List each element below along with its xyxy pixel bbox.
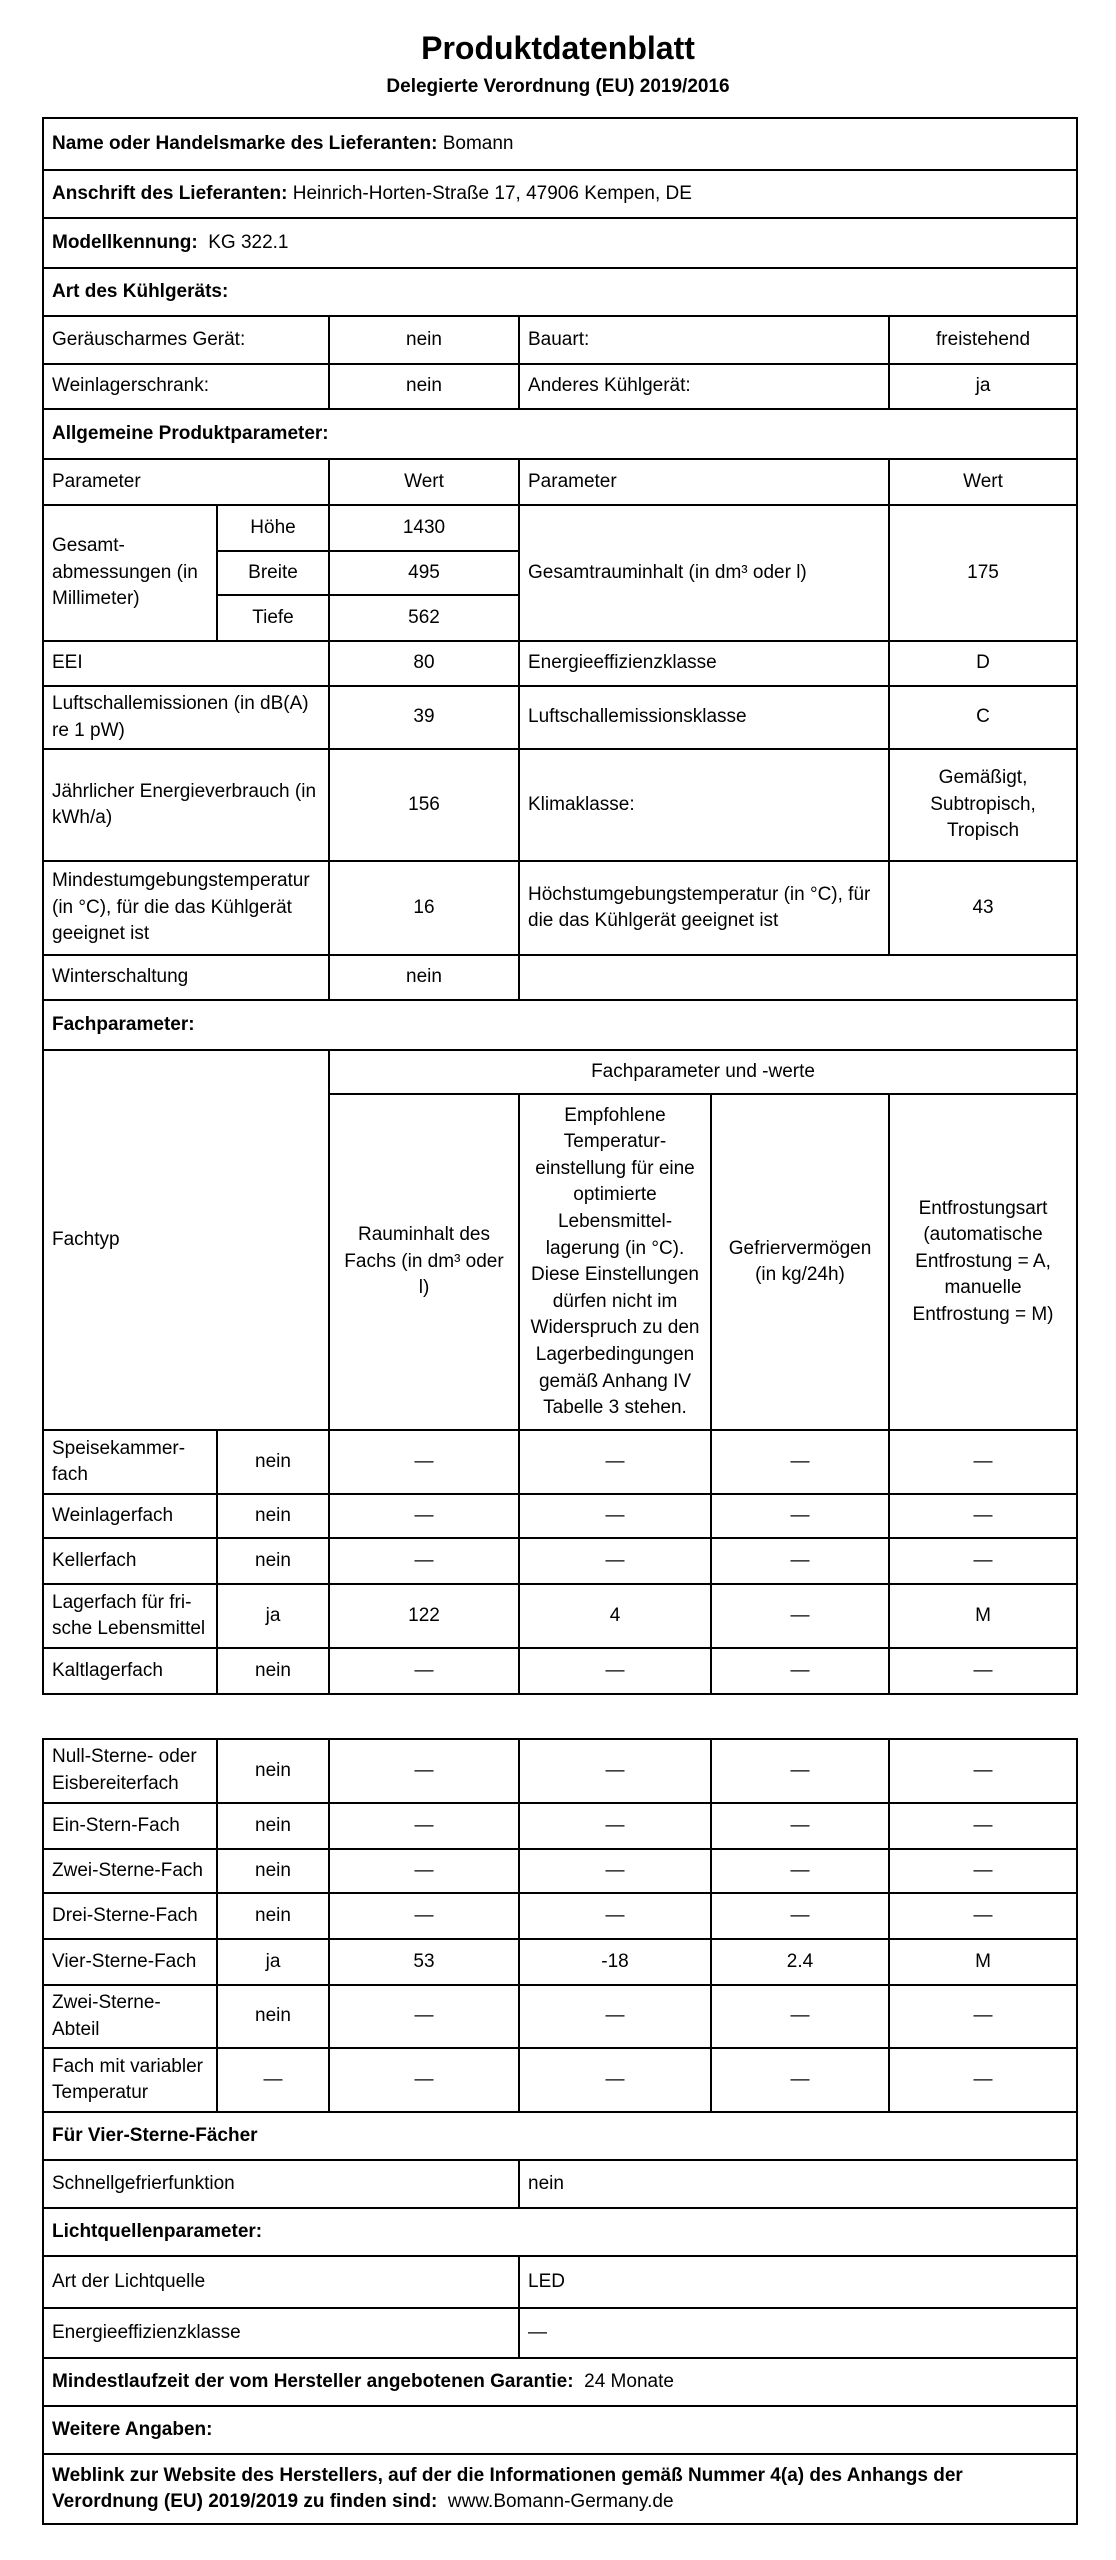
compartment-row [43,1584,1077,1648]
compartment-freezing-capacity: — [711,1584,889,1648]
appliance-type-value: ja [889,364,1077,409]
supplier-address-row [43,170,1077,218]
appliance-type-heading: Art des Kühlgeräts: [43,268,1077,316]
supplier-address-value: Heinrich-Horten-Straße 17, 47906 Kempen, DE [292,182,692,204]
compartment-row [43,1939,1077,1985]
compartment-row [43,1494,1077,1538]
page-title: Produktdatenblatt [421,30,695,66]
dimension-value: 562 [329,595,519,641]
parameter-value: 16 [329,861,519,955]
compartment-freezing-capacity: — [711,1538,889,1584]
main-parameter-table [42,117,1078,1695]
compartment-temperature: — [519,1430,711,1494]
winter-row [43,955,1077,1000]
dimension-value: 495 [329,551,519,595]
compartment-freezing-capacity: — [711,1849,889,1893]
compartment-row [43,1648,1077,1694]
frozen-compartment-table [42,1738,1078,2525]
light-class-row [43,2308,1077,2358]
compartment-volume: — [329,1648,519,1694]
compartment-freezing-capacity: — [711,1494,889,1538]
parameter-value: 43 [889,861,1077,955]
compartment-row [43,1538,1077,1584]
compartment-group-header: Fachparameter und -werte [329,1050,1077,1094]
compartment-present: — [217,2048,329,2112]
total-volume-value: 175 [889,505,1077,641]
dimensions-label: Gesamt-abmessungen (in Millimeter) [43,505,217,641]
compartment-present: nein [217,1538,329,1584]
compartment-present: nein [217,1849,329,1893]
warranty-row [43,2358,1077,2406]
winter-label: Winterschaltung [43,955,329,1000]
supplier-name-label: Name oder Handelsmarke des Lieferanten: [52,132,438,154]
weblink-value[interactable]: www.Bomann-Germany.de [447,2491,674,2513]
light-type-row [43,2256,1077,2308]
compartment-row [43,1849,1077,1893]
compartment-present: nein [217,1985,329,2048]
compartment-volume: — [329,1803,519,1849]
dimension-row [43,505,1077,551]
compartment-present: nein [217,1739,329,1803]
compartment-temperature: — [519,1739,711,1803]
column-header-defrost-type: Entfrostungsart (automatische Entfrostung = A, manuelle Entfrostung = M) [889,1094,1077,1430]
dimension-label: Tiefe [217,595,329,641]
compartment-defrost-type: — [889,1494,1077,1538]
quick-freeze-label: Schnellgefrierfunktion [43,2160,519,2208]
compartment-temperature: — [519,1648,711,1694]
compartment-name: Weinlagerfach [43,1494,217,1538]
parameter-label: Jährlicher Energieverbrauch (in kWh/a) [43,749,329,861]
parameter-value: D [889,641,1077,686]
compartment-name: Kaltlagerfach [43,1648,217,1694]
model-value: KG 322.1 [208,231,289,253]
dimension-label: Höhe [217,505,329,551]
compartment-name: Zwei-Sterne-Fach [43,1849,217,1893]
compartment-temperature: — [519,1985,711,2048]
compartment-present: nein [217,1803,329,1849]
compartment-volume: — [329,1739,519,1803]
general-heading-row [43,409,1077,459]
compartment-name: Drei-Sterne-Fach [43,1893,217,1939]
supplier-address-label: Anschrift des Lieferanten: [52,182,288,204]
four-star-heading: Für Vier-Sterne-Fächer [43,2112,1077,2160]
warranty-label: Mindestlaufzeit der vom Hersteller angebotenen Garantie: [52,2370,574,2392]
weblink-label: Weblink zur Website des Herstellers, auf der die Informationen gemäß Nummer 4(a) des Anhangs der Verordnung (EU) 2019/2019 zu finden sind: [52,2464,963,2513]
compartment-volume: — [329,1538,519,1584]
compartment-defrost-type: M [889,1939,1077,1985]
supplier-name-value: Bomann [442,132,514,154]
parameter-label: Luftschallemissionen (in dB(A) re 1 pW) [43,686,329,749]
dimension-value: 1430 [329,505,519,551]
parameter-row [43,641,1077,686]
parameter-label: Klimaklasse: [519,749,889,861]
compartment-present: nein [217,1494,329,1538]
general-column-header-row [43,459,1077,505]
parameter-label: Energieeffizienzklasse [519,641,889,686]
compartment-freezing-capacity: — [711,1430,889,1494]
more-info-heading: Weitere Angaben: [43,2406,1077,2454]
appliance-type-row [43,316,1077,364]
compartment-row [43,1739,1077,1803]
compartment-volume: — [329,1985,519,2048]
compartment-temperature: — [519,1893,711,1939]
compartment-defrost-type: — [889,1849,1077,1893]
compartment-temperature: — [519,1803,711,1849]
parameter-label: Mindestumgebungstemperatur (in °C), für die das Kühlgerät geeignet ist [43,861,329,955]
appliance-type-value: nein [329,316,519,364]
compartment-present: nein [217,1648,329,1694]
light-source-heading: Lichtquellenparameter: [43,2208,1077,2256]
appliance-type-label: Geräuscharmes Gerät: [43,316,329,364]
general-parameters-heading: Allgemeine Produktparameter: [43,409,1077,459]
parameter-label: Luftschallemissionsklasse [519,686,889,749]
column-header-volume: Rauminhalt des Fachs (in dm³ oder l) [329,1094,519,1430]
compartment-name: Null-Sterne- oder Eisbereiterfach [43,1739,217,1803]
compartment-defrost-type: — [889,1538,1077,1584]
page-subtitle: Delegierte Verordnung (EU) 2019/2016 [386,76,730,97]
appliance-type-value: nein [329,364,519,409]
column-header-parameter: Parameter [519,459,889,505]
winter-value: nein [329,955,519,1000]
column-header-temperature: Empfohlene Temperatur-einstellung für eine optimierte Lebensmittel-lagerung (in °C). Diese Einstellungen dürfen nicht im Widerspruch zu den Lagerbedingungen gemäß Anhang IV Tabelle 3 stehen. [519,1094,711,1430]
compartment-name: Zwei-Sterne-Abteil [43,1985,217,2048]
compartment-name: Fach mit variabler Temperatur [43,2048,217,2112]
appliance-type-row [43,364,1077,409]
light-class-value: — [519,2308,1077,2358]
compartment-parameters-heading: Fachparameter: [43,1000,1077,1050]
appliance-type-heading-row [43,268,1077,316]
parameter-label: EEI [43,641,329,686]
compartment-volume: — [329,1849,519,1893]
parameter-row [43,686,1077,749]
compartment-volume: 122 [329,1584,519,1648]
model-label: Modellkennung: [52,231,198,253]
parameter-label: Höchstumgebungstemperatur (in °C), für die das Kühlgerät geeignet ist [519,861,889,955]
compartment-name: Speisekammer-fach [43,1430,217,1494]
parameter-value: 80 [329,641,519,686]
parameter-value: C [889,686,1077,749]
compartment-defrost-type: — [889,1739,1077,1803]
column-header-value: Wert [889,459,1077,505]
appliance-type-label: Bauart: [519,316,889,364]
compartment-defrost-type: — [889,1985,1077,2048]
four-star-heading-row [43,2112,1077,2160]
column-header-value: Wert [329,459,519,505]
compartment-temperature: — [519,1849,711,1893]
compartment-present: nein [217,1893,329,1939]
compartment-freezing-capacity: — [711,1803,889,1849]
compartment-freezing-capacity: — [711,1985,889,2048]
more-info-heading-row [43,2406,1077,2454]
compartment-freezing-capacity: — [711,1648,889,1694]
compartment-defrost-type: — [889,2048,1077,2112]
column-header-freezing-capacity: Gefriervermögen (in kg/24h) [711,1094,889,1430]
parameter-row [43,861,1077,955]
parameter-value: 156 [329,749,519,861]
compartment-present: ja [217,1939,329,1985]
light-heading-row [43,2208,1077,2256]
compartment-row [43,1893,1077,1939]
compartment-group-header-row [43,1050,1077,1094]
compartment-defrost-type: — [889,1648,1077,1694]
compartment-volume: 53 [329,1939,519,1985]
compartment-temperature: — [519,2048,711,2112]
compartment-row [43,1430,1077,1494]
compartment-volume: — [329,1494,519,1538]
appliance-type-label: Anderes Kühlgerät: [519,364,889,409]
compartment-temperature: — [519,1538,711,1584]
column-header-compartment-type: Fachtyp [43,1050,329,1430]
compartment-defrost-type: — [889,1430,1077,1494]
compartment-volume: — [329,1893,519,1939]
compartment-row [43,2048,1077,2112]
quick-freeze-value: nein [519,2160,1077,2208]
light-class-label: Energieeffizienzklasse [43,2308,519,2358]
model-row [43,218,1077,268]
column-header-parameter: Parameter [43,459,329,505]
compartment-freezing-capacity: — [711,2048,889,2112]
compartment-defrost-type: — [889,1803,1077,1849]
appliance-type-value: freistehend [889,316,1077,364]
quick-freeze-row [43,2160,1077,2208]
dimension-label: Breite [217,551,329,595]
parameter-row [43,749,1077,861]
parameter-value: Gemäßigt, Subtropisch, Tropisch [889,749,1077,861]
compartment-freezing-capacity: — [711,1739,889,1803]
compartment-present: nein [217,1430,329,1494]
compartment-volume: — [329,2048,519,2112]
compartment-temperature: -18 [519,1939,711,1985]
total-volume-label: Gesamtrauminhalt (in dm³ oder l) [519,505,889,641]
warranty-value: 24 Monate [584,2370,674,2392]
compartment-freezing-capacity: 2.4 [711,1939,889,1985]
compartment-heading-row [43,1000,1077,1050]
compartment-row [43,1985,1077,2048]
compartment-row [43,1803,1077,1849]
light-type-label: Art der Lichtquelle [43,2256,519,2308]
compartment-temperature: 4 [519,1584,711,1648]
compartment-volume: — [329,1430,519,1494]
compartment-temperature: — [519,1494,711,1538]
weblink-row [43,2454,1077,2524]
compartment-name: Ein-Stern-Fach [43,1803,217,1849]
compartment-name: Vier-Sterne-Fach [43,1939,217,1985]
compartment-freezing-capacity: — [711,1893,889,1939]
parameter-value: 39 [329,686,519,749]
compartment-name: Lagerfach für fri-sche Lebensmittel [43,1584,217,1648]
light-type-value: LED [519,2256,1077,2308]
compartment-name: Kellerfach [43,1538,217,1584]
compartment-present: ja [217,1584,329,1648]
compartment-defrost-type: M [889,1584,1077,1648]
compartment-defrost-type: — [889,1893,1077,1939]
appliance-type-label: Weinlagerschrank: [43,364,329,409]
supplier-name-row [43,118,1077,170]
